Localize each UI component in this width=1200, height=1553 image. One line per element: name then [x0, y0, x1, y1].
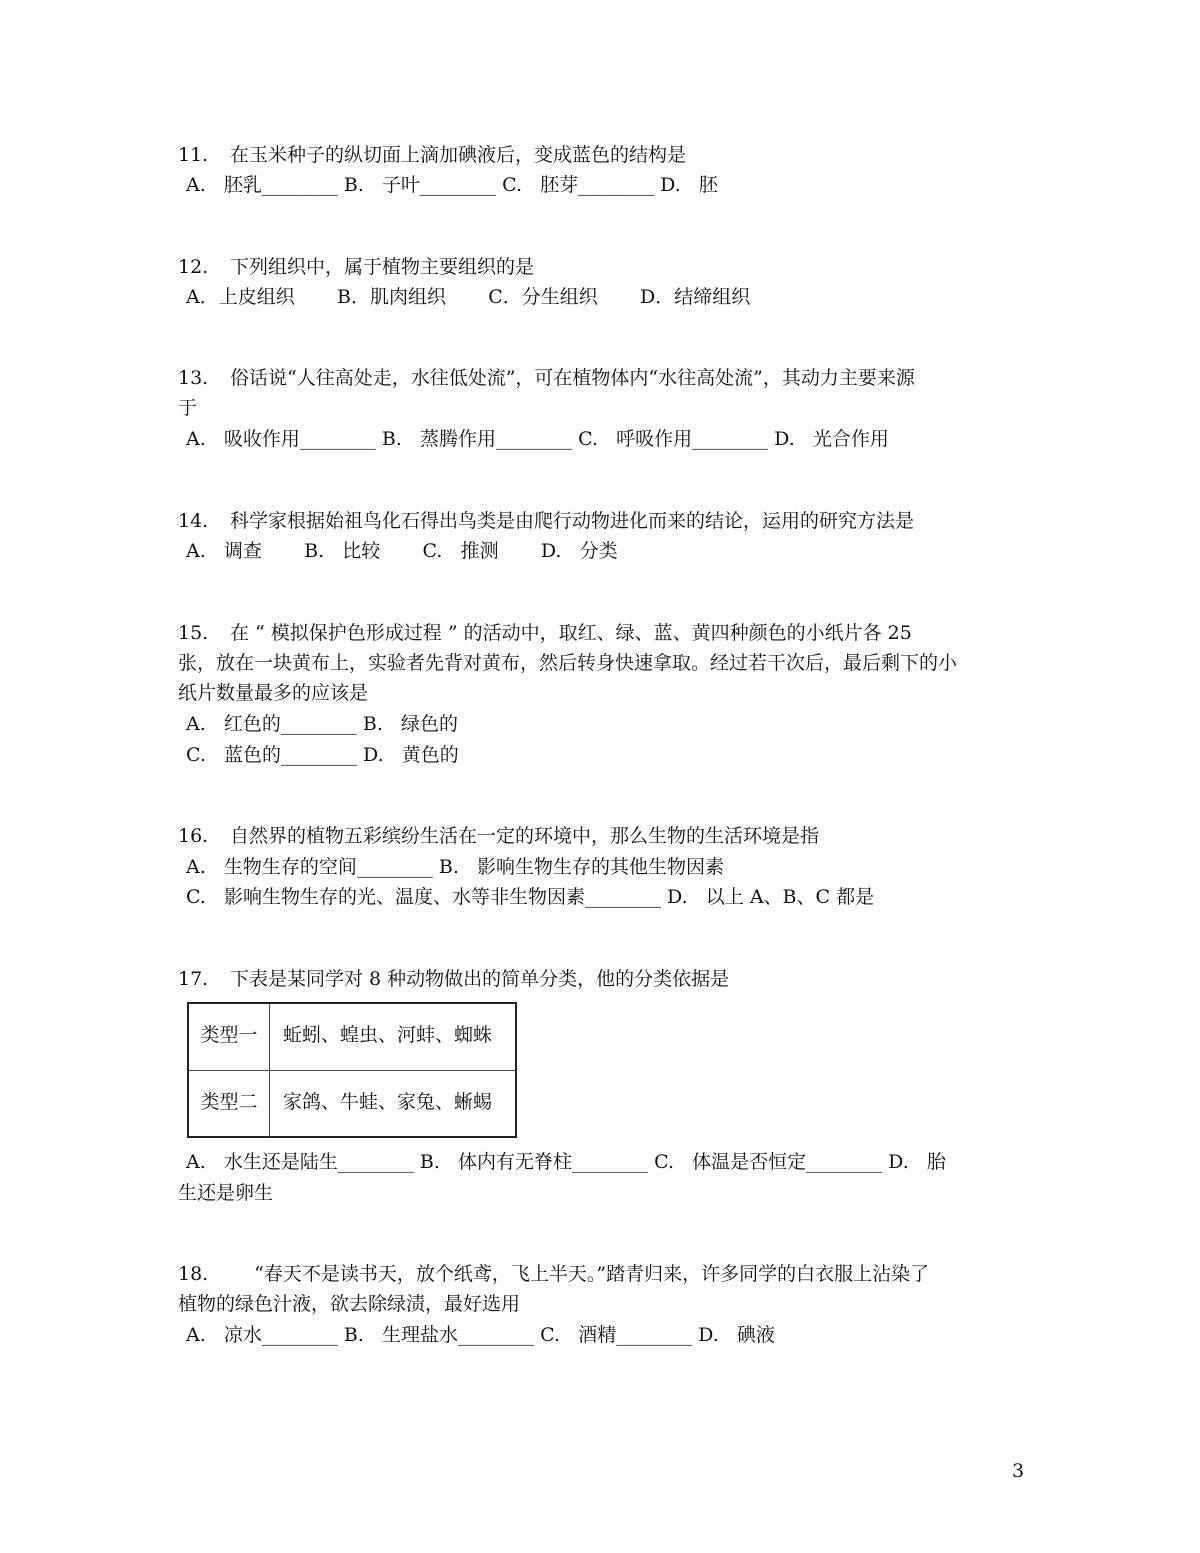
question-text: 下表是某同学对 8 种动物做出的简单分类，他的分类依据是 — [230, 968, 730, 990]
question-number: 13. — [178, 367, 209, 389]
question-15-stem — [178, 618, 912, 648]
question-14-options: A. 调查 B. 比较 C. 推测 D. 分类 — [186, 540, 618, 562]
question-15-options-2: C. 蓝色的________ D. 黄色的 — [186, 744, 459, 766]
question-16-options-1: A. 生物生存的空间________ B. 影响生物生存的其他生物因素 — [186, 856, 725, 878]
question-12-stem — [178, 252, 534, 282]
question-number: 18. — [178, 1263, 209, 1285]
question-15-stem-continued-2: 纸片数量最多的应该是 — [178, 682, 369, 704]
question-text: 下列组织中，属于植物主要组织的是 — [230, 256, 535, 278]
question-13-options: A. 吸收作用________ B. 蒸腾作用________ C. 呼吸作用________ D. 光合作用 — [186, 428, 889, 450]
table-row — [189, 1071, 515, 1137]
question-number: 15. — [178, 622, 209, 644]
question-text: 在玉米种子的纵切面上滴加碘液后，变成蓝色的结构是 — [230, 144, 687, 166]
question-text: 自然界的植物五彩缤纷生活在一定的环境中，那么生物的生活环境是指 — [230, 825, 820, 847]
question-17-options-continued: 生还是卵生 — [178, 1182, 274, 1204]
question-number: 11. — [178, 144, 209, 166]
question-18-stem-continued: 植物的绿色汁液，欲去除绿渍，最好选用 — [178, 1293, 521, 1315]
question-number: 17. — [178, 968, 209, 990]
table-cell-animals: 家鸽、牛蛙、家兔、蜥蜴 — [283, 1091, 493, 1113]
table-cell-type: 类型一 — [189, 1004, 270, 1070]
table-row — [189, 1004, 515, 1071]
question-18-stem — [178, 1259, 929, 1289]
question-18-options: A. 凉水________ B. 生理盐水________ C. 酒精________ D. 碘液 — [186, 1324, 775, 1346]
question-11-options: A. 胚乳________ B. 子叶________ C. 胚芽________ D. 胚 — [186, 174, 718, 196]
classification-table — [187, 1002, 517, 1138]
question-text: “春天不是读书天，放个纸鸢，飞上半天。”踏青归来，许多同学的白衣服上沾染了 — [230, 1263, 930, 1285]
table-cell-type: 类型二 — [189, 1071, 270, 1137]
question-16-stem — [178, 821, 819, 851]
question-13-stem — [178, 363, 915, 393]
question-number: 12. — [178, 256, 209, 278]
question-15-options-1: A. 红色的________ B. 绿色的 — [186, 713, 459, 735]
question-17-options: A. 水生还是陆生________ B. 体内有无脊柱________ C. 体温是否恒定________ D. 胎 — [186, 1151, 946, 1173]
question-text: 科学家根据始祖鸟化石得出鸟类是由爬行动物进化而来的结论，运用的研究方法是 — [230, 510, 915, 532]
question-16-options-2: C. 影响生物生存的光、温度、水等非生物因素________ D. 以上 A、B、C 都是 — [186, 886, 875, 908]
page-number: 3 — [1012, 1460, 1025, 1482]
table-cell-animals: 蚯蚓、蝗虫、河蚌、蜘蛛 — [283, 1024, 493, 1046]
question-11-stem — [178, 140, 686, 170]
question-17-stem — [178, 964, 729, 994]
question-text: 俗话说“人往高处走，水往低处流”，可在植物体内“水往高处流”，其动力主要来源 — [230, 367, 915, 389]
question-number: 16. — [178, 825, 209, 847]
question-number: 14. — [178, 510, 209, 532]
question-13-stem-continued: 于 — [178, 397, 198, 419]
question-text: 在 “ 模拟保护色形成过程 ” 的活动中，取红、绿、蓝、黄四种颜色的小纸片各 25 — [230, 622, 912, 644]
question-15-stem-continued-1: 张，放在一块黄布上，实验者先背对黄布，然后转身快速拿取。经过若干次后，最后剩下的小 — [178, 652, 958, 674]
question-12-options: A．上皮组织 B．肌肉组织 C．分生组织 D．结缔组织 — [186, 286, 751, 308]
question-14-stem — [178, 506, 914, 536]
